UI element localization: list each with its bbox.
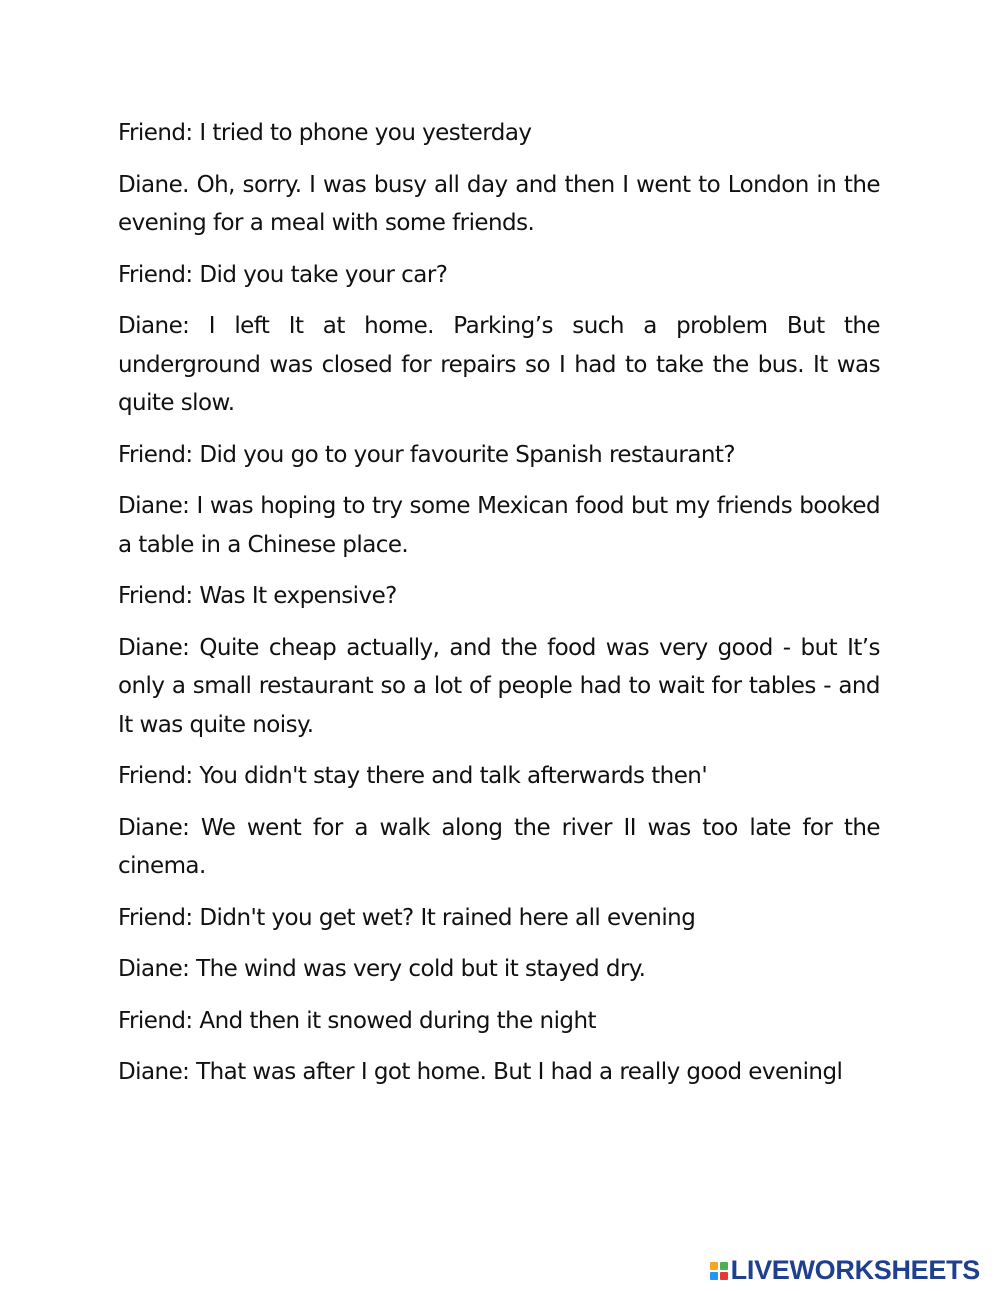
logo-square (720, 1272, 728, 1280)
logo-square (720, 1262, 728, 1270)
brand-name: LIVEWORKSHEETS (730, 1255, 980, 1285)
dialogue-line: Friend: And then it snowed during the night (118, 1007, 596, 1034)
dialogue-text (118, 114, 880, 1105)
dialogue-line: Diane: We went for a walk along the river II was too late for the cinema. (118, 814, 880, 879)
dialogue-line: Diane: That was after I got home. But I had a really good eveningl (118, 1059, 843, 1085)
dialogue-line: Diane: Quite cheap actually, and the food was very good - but It’s only a small restaurant so a lot of people had to wait for tables - and It was quite noisy. (118, 634, 880, 738)
dialogue-line: Friend: Did you go to your favourite Spanish restaurant? (118, 441, 736, 468)
dialogue-line: Friend: Didn't you get wet? It rained here all evening (118, 904, 696, 931)
dialogue-line: Diane: I left It at home. Parking’s such a problem But the underground was closed for repairs so I had to take the bus. It was quite slow. (118, 313, 880, 416)
dialogue-line: Diane: The wind was very cold but it stayed dry. (118, 956, 646, 982)
dialogue-line: Friend: I tried to phone you yesterday (118, 120, 532, 146)
dialogue-line: Diane: I was hoping to try some Mexican food but my friends booked a table in a Chinese place. (118, 493, 880, 558)
liveworksheets-logo-icon (710, 1262, 728, 1280)
logo-square (710, 1272, 718, 1280)
logo-square (710, 1262, 718, 1270)
dialogue-line: Friend: Was It expensive? (118, 583, 397, 609)
dialogue-line: Friend: Did you take your car? (118, 261, 448, 288)
liveworksheets-brand (710, 1254, 980, 1286)
dialogue-line: Friend: You didn't stay there and talk afterwards then' (118, 763, 708, 789)
dialogue-line: Diane. Oh, sorry. I was busy all day and then I went to London in the evening for a meal with some friends. (118, 171, 880, 236)
